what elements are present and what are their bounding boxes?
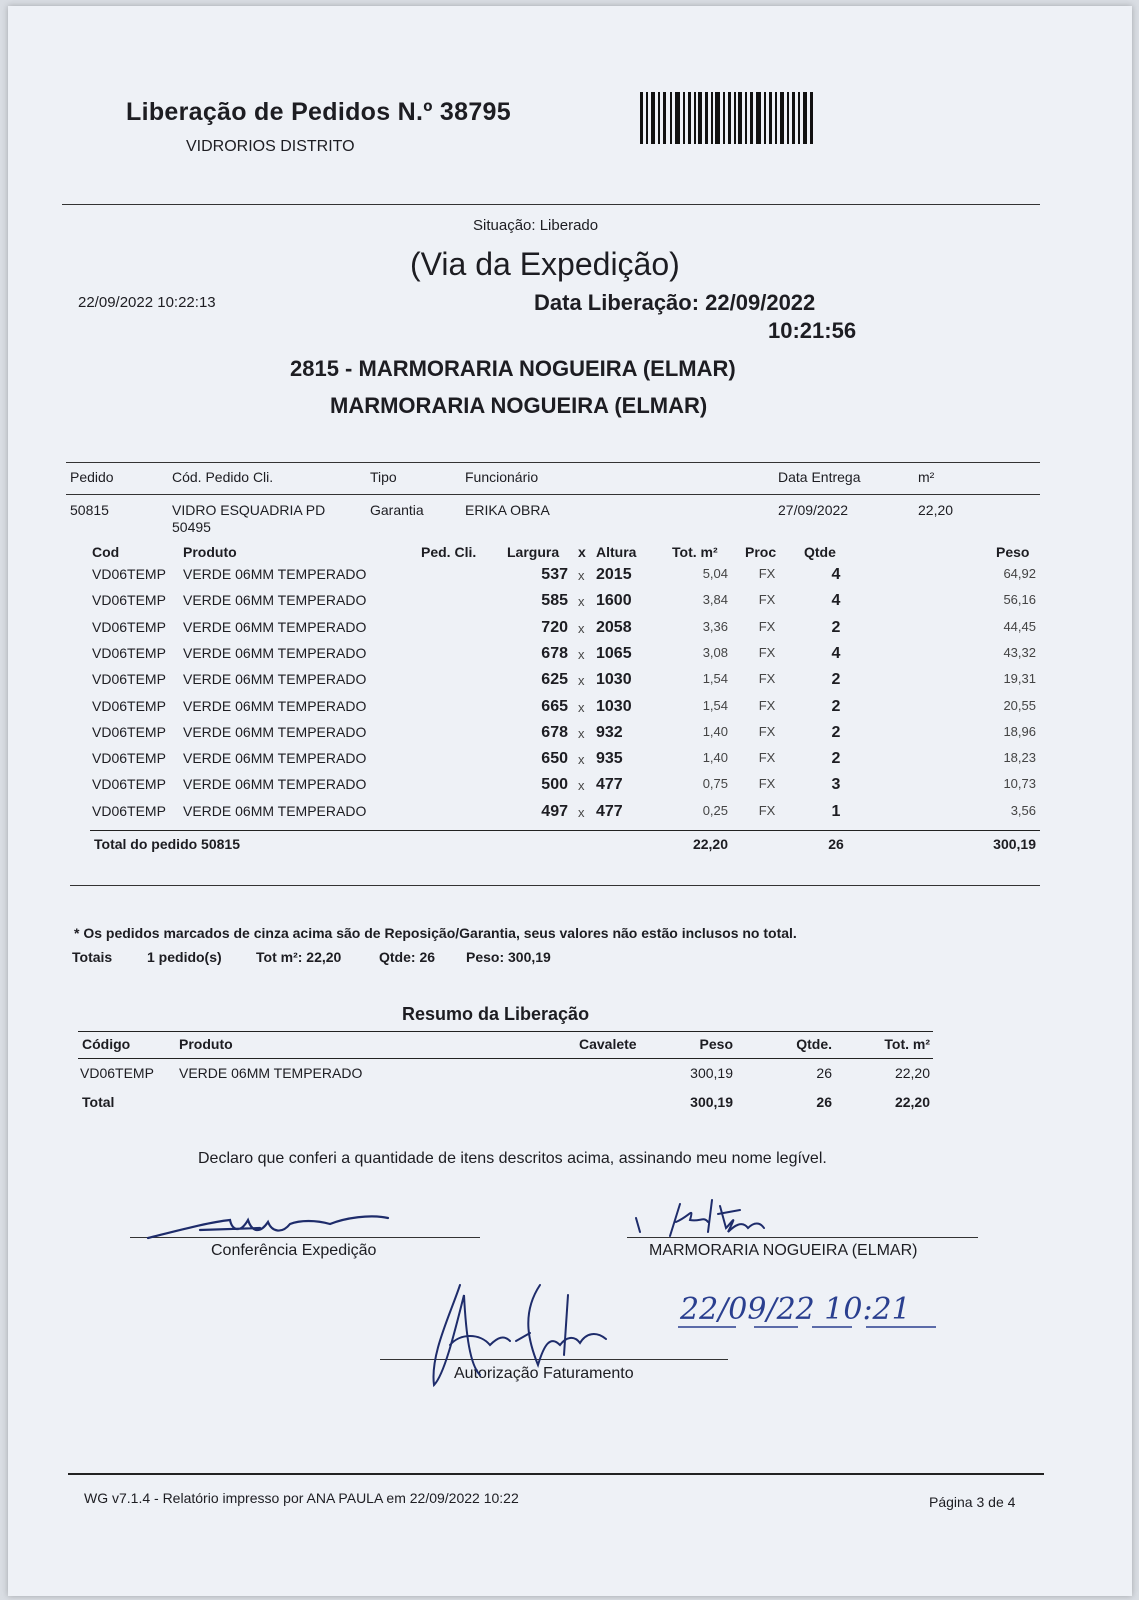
col-header-cod-pedido-cli: Cód. Pedido Cli. (172, 469, 274, 485)
item-proc: FX (758, 619, 776, 634)
company-name: VIDRORIOS DISTRITO (186, 138, 355, 155)
resumo-row-qtde: 26 (816, 1065, 832, 1081)
document-title: Liberação de Pedidos N.º 38795 (126, 98, 511, 126)
item-largura: 665 (541, 698, 568, 715)
release-date: Data Liberação: 22/09/2022 (534, 290, 816, 315)
signature-cliente-drawing (630, 1192, 830, 1244)
item-produto: VERDE 06MM TEMPERADO (183, 724, 367, 740)
item-largura: 585 (541, 592, 568, 609)
resumo-row-codigo: VD06TEMP (80, 1065, 154, 1081)
resumo-header-cavalete: Cavalete (579, 1036, 637, 1052)
item-cod: VD06TEMP (92, 592, 166, 608)
signature-label-conferencia: Conferência Expedição (211, 1242, 377, 1259)
copy-type: (Via da Expedição) (410, 246, 680, 282)
item-produto: VERDE 06MM TEMPERADO (183, 750, 367, 766)
order-total-m2: 22,20 (692, 836, 728, 852)
item-header-proc: Proc (745, 544, 777, 560)
totals-qtde: Qtde: 26 (379, 949, 436, 965)
resumo-total-tot-m2: 22,20 (894, 1094, 930, 1110)
item-cod: VD06TEMP (92, 566, 166, 582)
item-header-qtde: Qtde (804, 544, 836, 560)
resumo-title: Resumo da Liberação (402, 1004, 590, 1024)
item-largura: 678 (541, 645, 568, 662)
item-peso: 18,23 (1003, 750, 1036, 765)
item-qtde: 4 (831, 592, 841, 609)
item-altura: 2015 (596, 566, 632, 583)
item-cod: VD06TEMP (92, 803, 166, 819)
item-tot-m2: 1,40 (702, 750, 728, 765)
order-funcionario: ERIKA OBRA (465, 502, 550, 518)
item-qtde: 2 (831, 671, 841, 688)
resumo-header-codigo: Código (82, 1036, 131, 1052)
item-proc: FX (758, 566, 776, 581)
declaration-text: Declaro que conferi a quantidade de itens descritos acima, assinando meu nome legível. (198, 1150, 827, 1167)
item-x-separator: x (578, 621, 585, 636)
section-divider (70, 885, 1040, 886)
item-cod: VD06TEMP (92, 750, 166, 766)
item-largura: 650 (541, 750, 568, 767)
resumo-top-rule (78, 1031, 933, 1032)
item-largura: 678 (541, 724, 568, 741)
item-produto: VERDE 06MM TEMPERADO (183, 671, 367, 687)
resumo-row-tot-m2: 22,20 (894, 1065, 930, 1081)
item-tot-m2: 0,25 (702, 803, 728, 818)
item-peso: 20,55 (1003, 698, 1036, 713)
item-qtde: 2 (831, 724, 841, 741)
resumo-header-rule (78, 1058, 933, 1059)
item-largura: 625 (541, 671, 568, 688)
item-proc: FX (758, 803, 776, 818)
item-largura: 497 (541, 803, 568, 820)
order-table-top-rule (66, 462, 1040, 463)
totals-m2: Tot m²: 22,20 (256, 949, 342, 965)
resumo-total-peso: 300,19 (690, 1094, 733, 1110)
item-cod: VD06TEMP (92, 698, 166, 714)
footer-print-info: WG v7.1.4 - Relatório impresso por ANA PAULA em 22/09/2022 10:22 (84, 1490, 519, 1506)
item-peso: 56,16 (1003, 592, 1036, 607)
item-peso: 44,45 (1003, 619, 1036, 634)
item-proc: FX (758, 645, 776, 660)
item-tot-m2: 0,75 (702, 776, 728, 791)
printed-timestamp: 22/09/2022 10:22:13 (78, 294, 216, 311)
item-largura: 537 (541, 566, 568, 583)
item-largura: 720 (541, 619, 568, 636)
resumo-header-peso: Peso (699, 1036, 733, 1052)
item-altura: 2058 (596, 619, 632, 636)
client-code-name: 2815 - MARMORARIA NOGUEIRA (ELMAR) (290, 356, 736, 381)
item-altura: 477 (596, 803, 623, 820)
item-proc: FX (758, 671, 776, 686)
note-text: * Os pedidos marcados de cinza acima são de Reposição/Garantia, seus valores não estão inclusos no total. (74, 925, 797, 941)
order-total-label: Total do pedido 50815 (94, 836, 240, 852)
item-cod: VD06TEMP (92, 671, 166, 687)
footer-page-number: Página 3 de 4 (929, 1494, 1016, 1510)
signature-label-autorizacao: Autorização Faturamento (454, 1365, 634, 1382)
item-qtde: 2 (831, 750, 841, 767)
col-header-data-entrega: Data Entrega (778, 469, 861, 485)
footer-rule (68, 1473, 1044, 1475)
order-table-header-rule (66, 494, 1040, 495)
item-qtde: 3 (831, 776, 841, 793)
item-altura: 1065 (596, 645, 632, 662)
item-proc: FX (758, 592, 776, 607)
order-tipo: Garantia (370, 502, 424, 518)
item-proc: FX (758, 750, 776, 765)
item-qtde: 4 (831, 566, 841, 583)
item-x-separator: x (578, 700, 585, 715)
resumo-header-qtde: Qtde. (796, 1036, 832, 1052)
item-x-separator: x (578, 673, 585, 688)
order-data-entrega: 27/09/2022 (778, 502, 849, 518)
col-header-funcionario: Funcionário (465, 469, 539, 485)
total-rule (90, 830, 1040, 831)
item-peso: 19,31 (1003, 671, 1036, 686)
item-qtde: 4 (831, 645, 841, 662)
resumo-header-produto: Produto (179, 1036, 233, 1052)
signature-conferencia-drawing (140, 1200, 400, 1245)
item-tot-m2: 3,08 (702, 645, 728, 660)
resumo-row-produto: VERDE 06MM TEMPERADO (179, 1065, 363, 1081)
item-altura: 1030 (596, 698, 632, 715)
item-altura: 1600 (596, 592, 632, 609)
item-x-separator: x (578, 778, 585, 793)
signature-label-cliente: MARMORARIA NOGUEIRA (ELMAR) (649, 1242, 918, 1259)
item-produto: VERDE 06MM TEMPERADO (183, 566, 367, 582)
item-produto: VERDE 06MM TEMPERADO (183, 803, 367, 819)
item-x-separator: x (578, 726, 585, 741)
item-tot-m2: 1,54 (702, 671, 728, 686)
item-header-altura: Altura (596, 544, 637, 560)
item-peso: 64,92 (1003, 566, 1036, 581)
item-cod: VD06TEMP (92, 619, 166, 635)
handwritten-date-drawing (676, 1285, 966, 1335)
item-altura: 1030 (596, 671, 632, 688)
col-header-m2: m² (918, 469, 935, 485)
item-qtde: 1 (831, 803, 841, 820)
barcode (640, 92, 815, 144)
item-tot-m2: 5,04 (702, 566, 728, 581)
order-cod-line2: 50495 (172, 519, 211, 535)
resumo-row-peso: 300,19 (690, 1065, 733, 1081)
item-tot-m2: 1,54 (702, 698, 728, 713)
item-peso: 43,32 (1003, 645, 1036, 660)
item-header-peso: Peso (996, 544, 1030, 560)
item-cod: VD06TEMP (92, 776, 166, 792)
item-proc: FX (758, 724, 776, 739)
item-cod: VD06TEMP (92, 645, 166, 661)
item-x-separator: x (578, 805, 585, 820)
item-proc: FX (758, 698, 776, 713)
order-total-qtde: 26 (828, 836, 844, 852)
item-tot-m2: 1,40 (702, 724, 728, 739)
item-x-separator: x (578, 594, 585, 609)
totals-peso: Peso: 300,19 (466, 949, 551, 965)
item-header-x: x (578, 544, 586, 560)
resumo-total-qtde: 26 (816, 1094, 832, 1110)
totals-label: Totais (72, 949, 113, 965)
item-produto: VERDE 06MM TEMPERADO (183, 645, 367, 661)
order-total-peso: 300,19 (993, 836, 1036, 852)
item-peso: 3,56 (1010, 803, 1036, 818)
item-qtde: 2 (831, 619, 841, 636)
item-x-separator: x (578, 752, 585, 767)
item-header-produto: Produto (183, 544, 237, 560)
item-cod: VD06TEMP (92, 724, 166, 740)
item-header-tot-m2: Tot. m² (672, 544, 718, 560)
col-header-pedido: Pedido (70, 469, 114, 485)
item-altura: 932 (596, 724, 623, 741)
signature-autorizacao-drawing (420, 1275, 640, 1405)
resumo-total-label: Total (82, 1094, 115, 1110)
item-largura: 500 (541, 776, 568, 793)
handwritten-date-text: 22/09/22 10:21 (680, 1292, 911, 1327)
totals-pedidos: 1 pedido(s) (147, 949, 222, 965)
item-x-separator: x (578, 568, 585, 583)
item-produto: VERDE 06MM TEMPERADO (183, 698, 367, 714)
item-proc: FX (758, 776, 776, 791)
item-peso: 18,96 (1003, 724, 1036, 739)
col-header-tipo: Tipo (370, 469, 397, 485)
item-peso: 10,73 (1003, 776, 1036, 791)
item-tot-m2: 3,36 (702, 619, 728, 634)
order-m2: 22,20 (918, 502, 954, 518)
client-name: MARMORARIA NOGUEIRA (ELMAR) (330, 393, 708, 418)
item-header-cod: Cod (92, 544, 120, 560)
order-cod-line1: VIDRO ESQUADRIA PD (172, 502, 326, 518)
resumo-header-tot-m2: Tot. m² (884, 1036, 930, 1052)
status-text: Situação: Liberado (473, 217, 599, 234)
item-qtde: 2 (831, 698, 841, 715)
item-header-ped-cli: Ped. Cli. (421, 544, 477, 560)
item-x-separator: x (578, 647, 585, 662)
item-header-largura: Largura (507, 544, 560, 560)
release-time: 10:21:56 (768, 318, 857, 343)
item-produto: VERDE 06MM TEMPERADO (183, 592, 367, 608)
order-pedido: 50815 (70, 502, 109, 518)
item-produto: VERDE 06MM TEMPERADO (183, 776, 367, 792)
item-altura: 935 (596, 750, 623, 767)
item-tot-m2: 3,84 (702, 592, 728, 607)
header-divider (62, 204, 1040, 205)
item-altura: 477 (596, 776, 623, 793)
item-produto: VERDE 06MM TEMPERADO (183, 619, 367, 635)
